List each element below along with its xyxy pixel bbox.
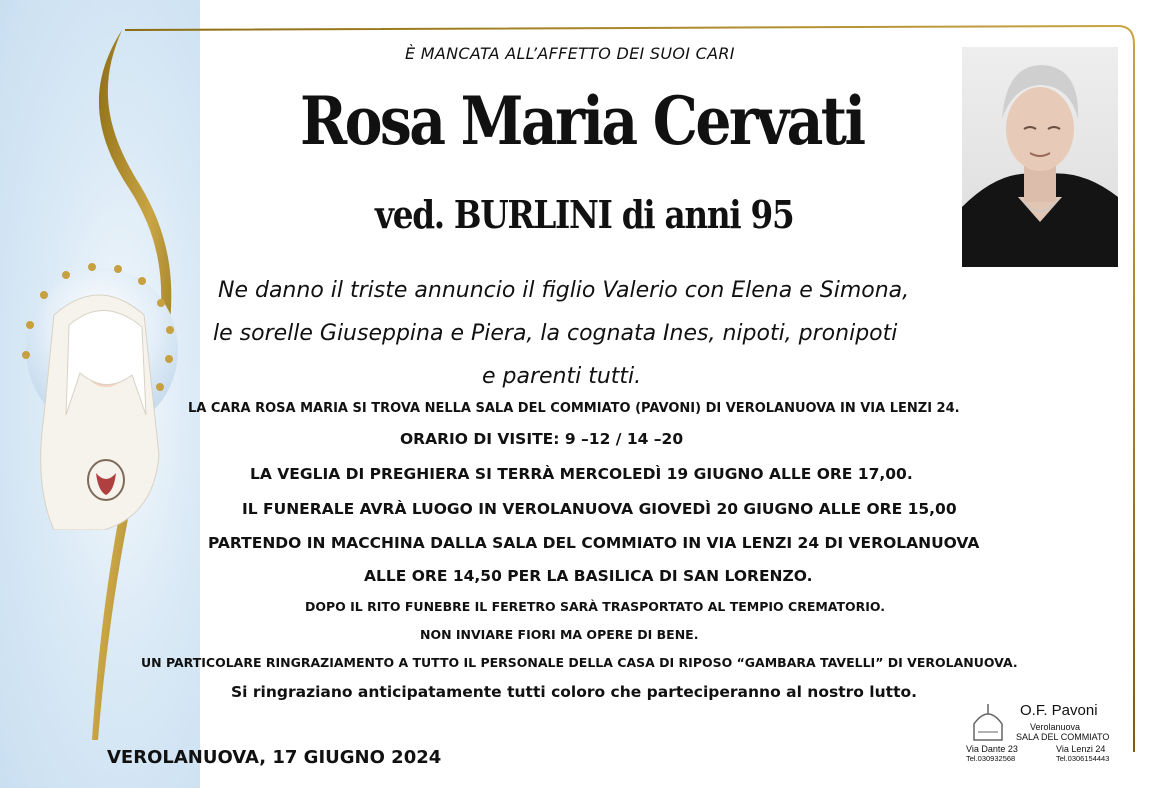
flowers-line: NON INVIARE FIORI MA OPERE DI BENE. [420,627,699,642]
deceased-name: Rosa Maria Cervati [300,82,864,160]
cremation-line: DOPO IL RITO FUNEBRE IL FERETRO SARÀ TRASPORTATO AL TEMPIO CREMATORIO. [305,599,886,614]
vigil-line: LA VEGLIA DI PREGHIERA SI TERRÀ MERCOLEDÌ 19 GIUGNO ALLE ORE 17,00. [250,465,913,483]
funeral-home-logo [966,700,1116,770]
phone-1: Tel.030932568 [966,754,1016,763]
funeral-home-name: O.F. Pavoni [1020,702,1098,719]
thanks-staff-line: UN PARTICOLARE RINGRAZIAMENTO A TUTTO IL PERSONALE DELLA CASA DI RIPOSO “GAMBARA TAVELLI” DI VEROLANUOVA. [141,655,1018,670]
address-1: Via Dante 23 [966,744,1018,754]
funeral-line-3: ALLE ORE 14,50 PER LA BASILICA DI SAN LORENZO. [364,567,813,585]
visiting-hours: ORARIO DI VISITE: 9 –12 / 14 –20 [400,430,684,448]
phone-2: Tel.0306154443 [1056,754,1110,763]
address-2: Via Lenzi 24 [1056,744,1106,754]
deceased-subtitle: ved. BURLINI di anni 95 [375,192,794,237]
funeral-line-2: PARTENDO IN MACCHINA DALLA SALA DEL COMMIATO IN VIA LENZI 24 DI VEROLANUOVA [208,534,980,552]
announcement-line-2: le sorelle Giuseppina e Piera, la cognata Ines, nipoti, pronipoti [213,321,898,346]
location-line: LA CARA ROSA MARIA SI TROVA NELLA SALA DEL COMMIATO (PAVONI) DI VEROLANUOVA IN VIA LENZI 24. [188,401,960,416]
madonna-image [14,255,184,530]
church-dome-icon [970,702,1006,742]
announcement-line-1: Ne danno il triste annuncio il figlio Valerio con Elena e Simona, [218,278,910,303]
funeral-home-hall: SALA DEL COMMIATO [1016,732,1110,742]
portrait-photo [962,47,1118,267]
date-place: VEROLANUOVA, 17 GIUGNO 2024 [107,747,442,768]
portrait-photo-drawing [962,47,1118,267]
funeral-home-town: Verolanuova [1030,722,1081,732]
intro-line: È MANCATA ALL’AFFETTO DEI SUOI CARI [405,44,735,63]
thanks-all-line: Si ringraziano anticipatamente tutti coloro che parteciperanno al nostro lutto. [231,683,918,701]
announcement-line-3: e parenti tutti. [482,364,642,389]
funeral-line-1: IL FUNERALE AVRÀ LUOGO IN VEROLANUOVA GIOVEDÌ 20 GIUGNO ALLE ORE 15,00 [242,500,957,518]
